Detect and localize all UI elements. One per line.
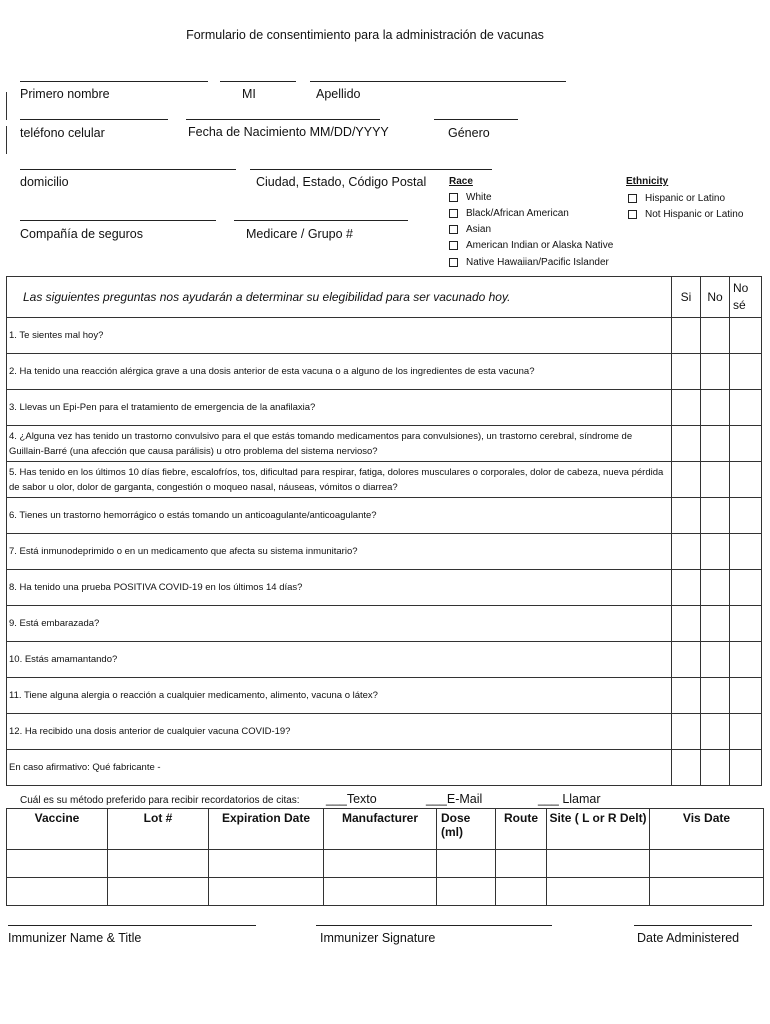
race-option[interactable]: White bbox=[449, 192, 492, 203]
race-option[interactable]: American Indian or Alaska Native bbox=[449, 240, 613, 251]
medicare-label: Medicare / Grupo # bbox=[246, 227, 353, 241]
cell[interactable] bbox=[437, 878, 496, 906]
cell[interactable] bbox=[547, 850, 650, 878]
cell[interactable] bbox=[324, 850, 437, 878]
table-row bbox=[7, 462, 762, 498]
address-line[interactable] bbox=[20, 169, 236, 170]
ethnicity-heading: Ethnicity bbox=[626, 176, 669, 187]
vaccine-administration-table bbox=[6, 808, 764, 906]
gender-line[interactable] bbox=[434, 119, 518, 120]
answer-yes-cell[interactable] bbox=[672, 426, 701, 462]
answer-no-cell[interactable] bbox=[701, 570, 730, 606]
cell[interactable] bbox=[7, 878, 108, 906]
table-row bbox=[7, 850, 764, 878]
reminder-option-email[interactable]: ___E-Mail bbox=[426, 792, 483, 806]
question-text: 8. Ha tenido una prueba POSITIVA COVID-19 en los últimos 14 días? bbox=[7, 570, 672, 606]
checkbox[interactable] bbox=[628, 210, 637, 219]
city-state-zip-line[interactable] bbox=[250, 169, 492, 170]
answer-yes-cell[interactable] bbox=[672, 354, 701, 390]
answer-no-cell[interactable] bbox=[701, 678, 730, 714]
answer-no-cell[interactable] bbox=[701, 426, 730, 462]
question-text: 9. Está embarazada? bbox=[7, 606, 672, 642]
immunizer-signature-label: Immunizer Signature bbox=[320, 931, 436, 945]
dob-label: Fecha de Nacimiento MM/DD/YYYY bbox=[188, 125, 389, 139]
checkbox[interactable] bbox=[449, 209, 458, 218]
answer-no-cell[interactable] bbox=[701, 606, 730, 642]
answer-no-cell[interactable] bbox=[701, 750, 730, 786]
question-text: 10. Estás amamantando? bbox=[7, 642, 672, 678]
answer-yes-cell[interactable] bbox=[672, 714, 701, 750]
answer-no-cell[interactable] bbox=[701, 498, 730, 534]
header-dose: Dose (ml) bbox=[437, 809, 496, 850]
answer-yes-cell[interactable] bbox=[672, 390, 701, 426]
answer-dontknow-cell[interactable] bbox=[730, 498, 762, 534]
city-state-zip-label: Ciudad, Estado, Código Postal bbox=[256, 175, 427, 189]
margin-bar bbox=[6, 92, 7, 120]
answer-no-cell[interactable] bbox=[701, 462, 730, 498]
cell[interactable] bbox=[108, 878, 209, 906]
question-text: 12. Ha recibido una dosis anterior de cualquier vacuna COVID-19? bbox=[7, 714, 672, 750]
immunizer-name-line[interactable] bbox=[8, 925, 256, 926]
insurance-line[interactable] bbox=[20, 220, 216, 221]
answer-no-cell[interactable] bbox=[701, 354, 730, 390]
table-row bbox=[7, 426, 762, 462]
cell[interactable] bbox=[547, 878, 650, 906]
header-expiration-date: Expiration Date bbox=[209, 809, 324, 850]
cell[interactable] bbox=[324, 878, 437, 906]
answer-yes-cell[interactable] bbox=[672, 642, 701, 678]
cell-phone-label: teléfono celular bbox=[20, 126, 105, 140]
answer-dontknow-cell[interactable] bbox=[730, 534, 762, 570]
dob-line[interactable] bbox=[186, 119, 380, 120]
eligibility-questions-table bbox=[6, 276, 762, 786]
form-title: Formulario de consentimiento para la administración de vacunas bbox=[186, 28, 544, 42]
answer-no-cell[interactable] bbox=[701, 390, 730, 426]
answer-yes-cell[interactable] bbox=[672, 606, 701, 642]
question-text: 6. Tienes un trastorno hemorrágico o estás tomando un anticoagulante/anticoagulante? bbox=[7, 498, 672, 534]
table-row bbox=[7, 714, 762, 750]
checkbox[interactable] bbox=[628, 194, 637, 203]
cell[interactable] bbox=[209, 878, 324, 906]
cell[interactable] bbox=[650, 878, 764, 906]
question-text: 2. Ha tenido una reacción alérgica grave a una dosis anterior de esta vacuna o a alguno de los ingredientes de esta vacuna? bbox=[7, 354, 672, 390]
reminder-option-call[interactable]: ___ Llamar bbox=[538, 792, 601, 806]
mi-line[interactable] bbox=[220, 81, 296, 82]
race-heading: Race bbox=[449, 176, 473, 187]
header-route: Route bbox=[496, 809, 547, 850]
table-row bbox=[7, 498, 762, 534]
answer-dontknow-cell[interactable] bbox=[730, 606, 762, 642]
answer-dontknow-cell[interactable] bbox=[730, 750, 762, 786]
table-row bbox=[7, 534, 762, 570]
answer-dontknow-cell[interactable] bbox=[730, 354, 762, 390]
answer-yes-cell[interactable] bbox=[672, 498, 701, 534]
cell[interactable] bbox=[496, 850, 547, 878]
col-yes: Si bbox=[672, 277, 701, 318]
question-text: 4. ¿Alguna vez has tenido un trastorno convulsivo para el que estás tomando medicamentos para convulsiones), un trastorno cerebral, síndrome de Guillain-Barré (una afección que causa parálisis) u otro problema del sistema nervioso? bbox=[7, 426, 672, 462]
questions-intro: Las siguientes preguntas nos ayudarán a determinar su elegibilidad para ser vacunado hoy. bbox=[7, 277, 672, 318]
gender-label: Género bbox=[448, 126, 490, 140]
header-manufacturer: Manufacturer bbox=[324, 809, 437, 850]
table-row bbox=[7, 642, 762, 678]
answer-dontknow-cell[interactable] bbox=[730, 570, 762, 606]
table-header-row bbox=[7, 809, 764, 850]
header-vis-date: Vis Date bbox=[650, 809, 764, 850]
question-text: En caso afirmativo: Qué fabricante - bbox=[7, 750, 672, 786]
cell[interactable] bbox=[650, 850, 764, 878]
answer-no-cell[interactable] bbox=[701, 714, 730, 750]
table-row bbox=[7, 570, 762, 606]
col-dont-know: No sé bbox=[730, 277, 762, 318]
answer-yes-cell[interactable] bbox=[672, 462, 701, 498]
cell[interactable] bbox=[209, 850, 324, 878]
table-row bbox=[7, 318, 762, 354]
header-vaccine: Vaccine bbox=[7, 809, 108, 850]
medicare-line[interactable] bbox=[234, 220, 408, 221]
race-option[interactable]: Native Hawaiian/Pacific Islander bbox=[449, 257, 609, 268]
immunizer-signature-line[interactable] bbox=[316, 925, 552, 926]
checkbox[interactable] bbox=[449, 225, 458, 234]
first-name-line[interactable] bbox=[20, 81, 208, 82]
margin-bar bbox=[6, 126, 7, 154]
question-text: 11. Tiene alguna alergia o reacción a cualquier medicamento, alimento, vacuna o látex? bbox=[7, 678, 672, 714]
table-row bbox=[7, 750, 762, 786]
cell[interactable] bbox=[496, 878, 547, 906]
table-row bbox=[7, 606, 762, 642]
answer-yes-cell[interactable] bbox=[672, 750, 701, 786]
cell-phone-line[interactable] bbox=[20, 119, 168, 120]
table-header-row bbox=[7, 277, 762, 318]
question-text: 5. Has tenido en los últimos 10 días fiebre, escalofríos, tos, dificultad para respirar, fatiga, dolores musculares o corporales, dolor de cabeza, nueva pérdida de sabor u olor, dolor de garganta, congestión o moqueo nasal, náuseas, vómitos o diarrea? bbox=[7, 462, 672, 498]
header-lot: Lot # bbox=[108, 809, 209, 850]
reminder-question: Cuál es su método preferido para recibir recordatorios de citas: bbox=[20, 795, 300, 806]
answer-yes-cell[interactable] bbox=[672, 534, 701, 570]
first-name-label: Primero nombre bbox=[20, 87, 110, 101]
date-administered-line[interactable] bbox=[634, 925, 752, 926]
mi-label: MI bbox=[242, 87, 256, 101]
date-administered-label: Date Administered bbox=[637, 931, 740, 945]
table-row bbox=[7, 354, 762, 390]
answer-dontknow-cell[interactable] bbox=[730, 642, 762, 678]
answer-dontknow-cell[interactable] bbox=[730, 678, 762, 714]
ethnicity-option[interactable]: Hispanic or Latino bbox=[628, 193, 725, 204]
question-text: 3. Llevas un Epi-Pen para el tratamiento de emergencia de la anafilaxia? bbox=[7, 390, 672, 426]
answer-yes-cell[interactable] bbox=[672, 318, 701, 354]
header-site: Site ( L or R Delt) bbox=[547, 809, 650, 850]
answer-dontknow-cell[interactable] bbox=[730, 714, 762, 750]
insurance-label: Compañía de seguros bbox=[20, 227, 143, 241]
immunizer-name-label: Immunizer Name & Title bbox=[8, 931, 142, 945]
answer-dontknow-cell[interactable] bbox=[730, 318, 762, 354]
address-label: domicilio bbox=[20, 175, 69, 189]
answer-yes-cell[interactable] bbox=[672, 678, 701, 714]
table-row bbox=[7, 878, 764, 906]
answer-yes-cell[interactable] bbox=[672, 570, 701, 606]
table-row bbox=[7, 678, 762, 714]
col-no: No bbox=[701, 277, 730, 318]
answer-dontknow-cell[interactable] bbox=[730, 462, 762, 498]
last-name-line[interactable] bbox=[310, 81, 566, 82]
answer-dontknow-cell[interactable] bbox=[730, 390, 762, 426]
last-name-label: Apellido bbox=[316, 87, 361, 101]
checkbox[interactable] bbox=[449, 258, 458, 267]
cell[interactable] bbox=[108, 850, 209, 878]
answer-no-cell[interactable] bbox=[701, 642, 730, 678]
answer-no-cell[interactable] bbox=[701, 534, 730, 570]
ethnicity-option[interactable]: Not Hispanic or Latino bbox=[628, 209, 743, 220]
checkbox[interactable] bbox=[449, 241, 458, 250]
reminder-option-text[interactable]: ___Texto bbox=[326, 792, 377, 806]
race-option[interactable]: Asian bbox=[449, 224, 491, 235]
cell[interactable] bbox=[7, 850, 108, 878]
question-text: 7. Está inmunodeprimido o en un medicamento que afecta su sistema inmunitario? bbox=[7, 534, 672, 570]
cell[interactable] bbox=[437, 850, 496, 878]
answer-dontknow-cell[interactable] bbox=[730, 426, 762, 462]
race-option[interactable]: Black/African American bbox=[449, 208, 569, 219]
checkbox[interactable] bbox=[449, 193, 458, 202]
question-text: 1. Te sientes mal hoy? bbox=[7, 318, 672, 354]
answer-no-cell[interactable] bbox=[701, 318, 730, 354]
table-row bbox=[7, 390, 762, 426]
